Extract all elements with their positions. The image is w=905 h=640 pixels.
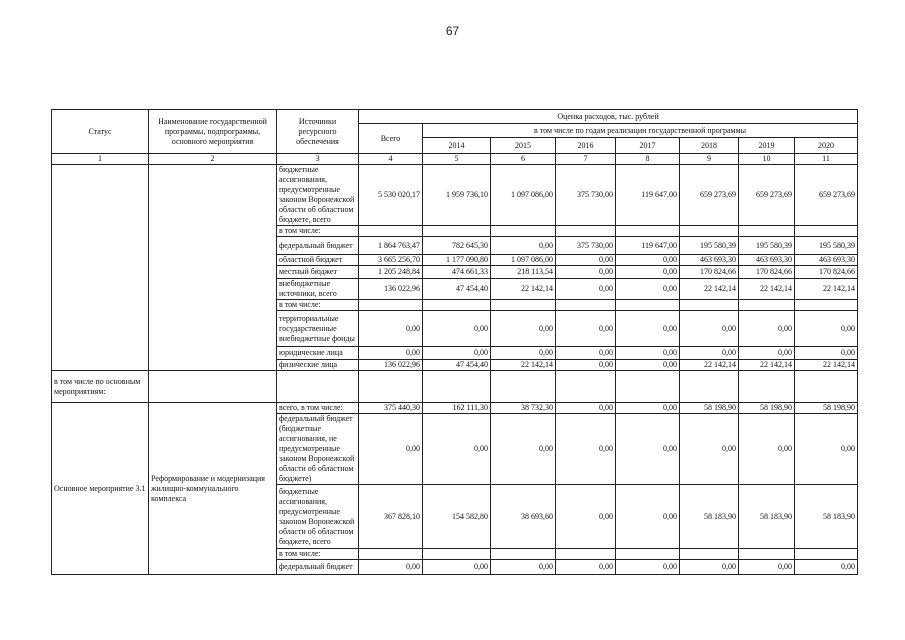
header-including-years: в том числе по годам реализации государственной программы	[423, 124, 858, 138]
source-cell: федеральный бюджет	[277, 237, 359, 255]
source-cell: бюджетные ассигнования, предусмотренные законом Воронежской области об областном бюджете, всего	[277, 165, 359, 226]
value-cell: 38 732,30	[491, 403, 556, 414]
header-year: 2020	[795, 138, 858, 154]
value-cell: 22 142,14	[680, 360, 739, 371]
source-cell: местный бюджет	[277, 266, 359, 279]
source-cell: внебюджетные источники, всего	[277, 279, 359, 300]
value-cell: 0,00	[423, 560, 491, 575]
column-number: 10	[739, 154, 795, 165]
value-cell: 58 183,90	[795, 485, 858, 549]
value-cell: 0,00	[556, 311, 616, 347]
value-cell: 1 177 090,80	[423, 255, 491, 266]
value-cell: 0,00	[616, 414, 680, 485]
value-cell: 474 661,33	[423, 266, 491, 279]
value-cell	[423, 226, 491, 237]
value-cell: 58 198,90	[795, 403, 858, 414]
budget-table	[51, 109, 858, 575]
value-cell: 0,00	[616, 311, 680, 347]
block2-body	[52, 403, 858, 575]
value-cell	[556, 226, 616, 237]
source-cell: в том числе:	[277, 549, 359, 560]
column-number: 8	[616, 154, 680, 165]
value-cell: 375 730,00	[556, 165, 616, 226]
value-cell: 58 198,90	[680, 403, 739, 414]
value-cell: 0,00	[616, 255, 680, 266]
value-cell	[616, 300, 680, 311]
including-main-label: в том числе по основным мероприятиям:	[52, 371, 149, 403]
value-cell: 22 142,14	[795, 279, 858, 300]
value-cell: 1 097 086,00	[491, 255, 556, 266]
value-cell: 38 693,60	[491, 485, 556, 549]
value-cell: 1 097 086,00	[491, 165, 556, 226]
header-status: Статус	[52, 110, 149, 154]
status-cell: Основное мероприятие 3.1	[52, 403, 149, 575]
value-cell: 0,00	[680, 414, 739, 485]
column-number: 7	[556, 154, 616, 165]
value-cell: 170 824,66	[795, 266, 858, 279]
value-cell: 0,00	[616, 266, 680, 279]
column-number: 2	[149, 154, 277, 165]
value-cell: 0,00	[556, 266, 616, 279]
value-cell: 0,00	[491, 311, 556, 347]
column-number: 3	[277, 154, 359, 165]
value-cell: 47 454,40	[423, 279, 491, 300]
value-cell: 0,00	[680, 347, 739, 360]
value-cell	[795, 549, 858, 560]
source-cell: в том числе:	[277, 226, 359, 237]
value-cell: 22 142,14	[680, 279, 739, 300]
value-cell: 0,00	[556, 279, 616, 300]
value-cell: 22 142,14	[491, 279, 556, 300]
value-cell: 3 665 256,70	[359, 255, 423, 266]
value-cell: 0,00	[359, 347, 423, 360]
value-cell: 0,00	[491, 347, 556, 360]
value-cell: 0,00	[680, 311, 739, 347]
value-cell: 463 693,30	[795, 255, 858, 266]
source-cell: всего, в том числе:	[277, 403, 359, 414]
value-cell: 375 440,30	[359, 403, 423, 414]
value-cell	[680, 226, 739, 237]
value-cell	[616, 549, 680, 560]
value-cell	[359, 300, 423, 311]
value-cell	[423, 300, 491, 311]
status-cell	[52, 165, 149, 371]
table-row	[52, 403, 858, 414]
value-cell	[359, 549, 423, 560]
column-number: 11	[795, 154, 858, 165]
value-cell: 22 142,14	[491, 360, 556, 371]
value-cell: 0,00	[795, 414, 858, 485]
value-cell: 0,00	[739, 560, 795, 575]
value-cell: 47 454,40	[423, 360, 491, 371]
value-cell: 463 693,30	[680, 255, 739, 266]
value-cell: 1 959 736,10	[423, 165, 491, 226]
value-cell: 0,00	[359, 560, 423, 575]
value-cell: 0,00	[739, 414, 795, 485]
value-cell: 0,00	[556, 347, 616, 360]
name-cell	[149, 165, 277, 371]
table-row	[52, 165, 858, 226]
value-cell: 22 142,14	[795, 360, 858, 371]
value-cell	[556, 300, 616, 311]
value-cell: 0,00	[556, 360, 616, 371]
source-cell: федеральный бюджет (бюджетные ассигнования, не предусмотренные законом Воронежской области об областном бюджете)	[277, 414, 359, 485]
source-cell: юридические лица	[277, 347, 359, 360]
value-cell	[795, 226, 858, 237]
value-cell: 463 693,30	[739, 255, 795, 266]
source-cell: бюджетные ассигнования, предусмотренные законом Воронежской области об областном бюджете, всего	[277, 485, 359, 549]
value-cell: 0,00	[739, 347, 795, 360]
value-cell	[491, 300, 556, 311]
column-number: 1	[52, 154, 149, 165]
value-cell: 0,00	[359, 311, 423, 347]
column-number: 4	[359, 154, 423, 165]
value-cell: 0,00	[359, 414, 423, 485]
value-cell: 22 142,14	[739, 360, 795, 371]
value-cell: 119 647,00	[616, 165, 680, 226]
header-name: Наименование государственной программы, подпрограммы, основного мероприятия	[149, 110, 277, 154]
block-main-header	[52, 371, 858, 403]
value-cell: 0,00	[556, 560, 616, 575]
value-cell	[359, 226, 423, 237]
value-cell: 0,00	[616, 560, 680, 575]
value-cell: 0,00	[491, 560, 556, 575]
header-year: 2014	[423, 138, 491, 154]
value-cell: 0,00	[423, 347, 491, 360]
source-cell: в том числе:	[277, 300, 359, 311]
header-year: 2017	[616, 138, 680, 154]
value-cell: 58 198,90	[739, 403, 795, 414]
value-cell: 375 730,00	[556, 237, 616, 255]
value-cell: 58 183,90	[680, 485, 739, 549]
value-cell: 0,00	[616, 485, 680, 549]
value-cell	[795, 300, 858, 311]
value-cell	[491, 549, 556, 560]
value-cell: 0,00	[491, 414, 556, 485]
header-estimate: Оценка расходов, тыс. рублей	[359, 110, 858, 124]
value-cell: 154 582,80	[423, 485, 491, 549]
value-cell: 0,00	[680, 560, 739, 575]
value-cell: 0,00	[556, 255, 616, 266]
value-cell: 659 273,69	[680, 165, 739, 226]
value-cell: 22 142,14	[739, 279, 795, 300]
page-number: 67	[445, 24, 460, 38]
value-cell: 367 828,10	[359, 485, 423, 549]
value-cell: 0,00	[795, 347, 858, 360]
value-cell: 162 111,30	[423, 403, 491, 414]
value-cell	[616, 226, 680, 237]
header-year: 2015	[491, 138, 556, 154]
value-cell: 170 824,66	[680, 266, 739, 279]
value-cell: 0,00	[616, 279, 680, 300]
value-cell: 0,00	[616, 403, 680, 414]
value-cell: 195 580,39	[739, 237, 795, 255]
value-cell	[739, 300, 795, 311]
value-cell: 0,00	[423, 311, 491, 347]
value-cell: 0,00	[556, 414, 616, 485]
header-year: 2018	[680, 138, 739, 154]
value-cell: 0,00	[556, 485, 616, 549]
value-cell	[680, 300, 739, 311]
value-cell	[556, 549, 616, 560]
value-cell: 136 022,96	[359, 279, 423, 300]
value-cell	[739, 549, 795, 560]
value-cell: 119 647,00	[616, 237, 680, 255]
value-cell: 1 864 763,47	[359, 237, 423, 255]
source-cell: территориальные государственные внебюджетные фонды	[277, 311, 359, 347]
value-cell: 0,00	[616, 360, 680, 371]
source-cell: физические лица	[277, 360, 359, 371]
value-cell: 170 824,66	[739, 266, 795, 279]
header-total: Всего	[359, 124, 423, 154]
block1-body	[52, 165, 858, 371]
value-cell: 218 113,54	[491, 266, 556, 279]
source-cell: областной бюджет	[277, 255, 359, 266]
value-cell: 0,00	[556, 403, 616, 414]
value-cell: 0,00	[616, 347, 680, 360]
value-cell: 782 645,30	[423, 237, 491, 255]
value-cell: 5 530 020,17	[359, 165, 423, 226]
header-sources: Источники ресурсного обеспечения	[277, 110, 359, 154]
header-year: 2019	[739, 138, 795, 154]
value-cell: 195 580,39	[680, 237, 739, 255]
value-cell	[680, 549, 739, 560]
value-cell	[491, 226, 556, 237]
value-cell: 0,00	[795, 311, 858, 347]
value-cell: 0,00	[423, 414, 491, 485]
value-cell: 0,00	[739, 311, 795, 347]
source-cell: федеральный бюджет	[277, 560, 359, 575]
value-cell: 659 273,69	[739, 165, 795, 226]
value-cell: 659 273,69	[795, 165, 858, 226]
header-year: 2016	[556, 138, 616, 154]
column-number: 9	[680, 154, 739, 165]
value-cell	[739, 226, 795, 237]
column-number: 5	[423, 154, 491, 165]
value-cell: 136 022,96	[359, 360, 423, 371]
value-cell: 58 183,90	[739, 485, 795, 549]
value-cell: 1 205 248,84	[359, 266, 423, 279]
value-cell: 195 580,39	[795, 237, 858, 255]
value-cell	[423, 549, 491, 560]
value-cell: 0,00	[491, 237, 556, 255]
name-cell: Реформирование и модернизация жилищно-коммунального комплекса	[149, 403, 277, 575]
value-cell: 0,00	[795, 560, 858, 575]
column-number: 6	[491, 154, 556, 165]
